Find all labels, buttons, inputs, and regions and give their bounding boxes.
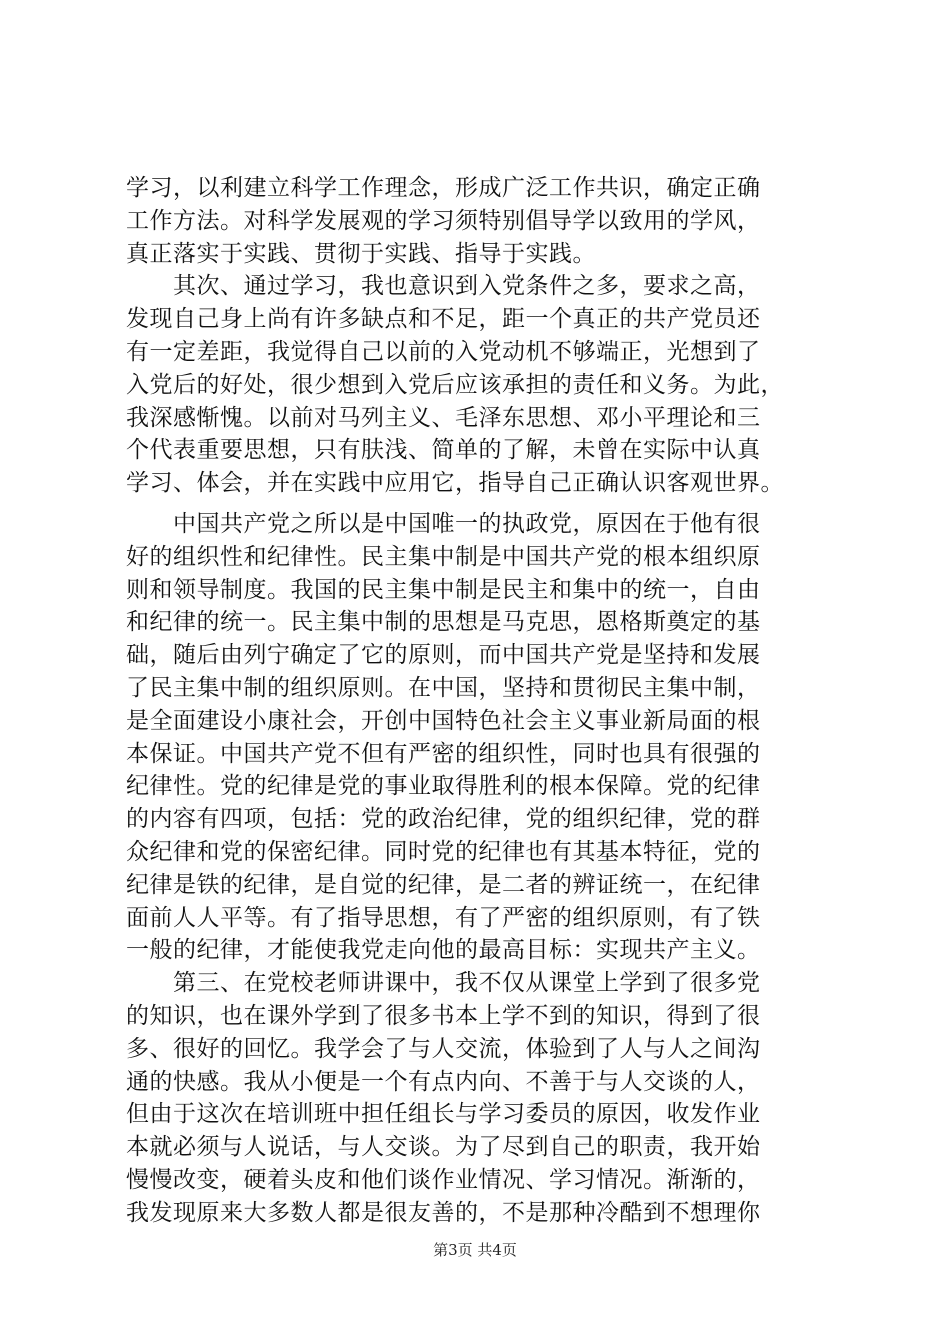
text-line: 一般的纪律，才能使我党走向他的最高目标：实现共产主义。: [126, 937, 761, 964]
text-line: 多、很好的回忆。我学会了与人交流，体验到了人与人之间沟: [126, 1035, 761, 1062]
text-line: 了民主集中制的组织原则。在中国，坚持和贯彻民主集中制，: [126, 674, 761, 701]
page-number-footer: 第3页 共4页: [433, 1241, 517, 1259]
text-line: 真正落实于实践、贯彻于实践、指导于实践。: [126, 240, 596, 267]
text-line: 发现自己身上尚有许多缺点和不足，距一个真正的共产党员还: [126, 306, 761, 333]
body-text-bottom: [126, 508, 838, 1230]
text-line: 的内容有四项，包括：党的政治纪律，党的组织纪律，党的群: [126, 806, 761, 833]
text-line: 通的快感。我从小便是一个有点内向、不善于与人交谈的人，: [126, 1068, 761, 1095]
text-line: 纪律是铁的纪律，是自觉的纪律，是二者的辨证统一，在纪律: [126, 871, 761, 898]
text-line: 我深感惭愧。以前对马列主义、毛泽东思想、邓小平理论和三: [126, 404, 761, 431]
text-line: 面前人人平等。有了指导思想，有了严密的组织原则，有了铁: [126, 904, 761, 931]
text-line: 其次、通过学习，我也意识到入党条件之多，要求之高，: [126, 273, 761, 300]
text-line: 众纪律和党的保密纪律。同时党的纪律也有其基本特征，党的: [126, 838, 761, 865]
text-line: 本保证。中国共产党不但有严密的组织性，同时也具有很强的: [126, 740, 761, 767]
text-line: 但由于这次在培训班中担任组长与学习委员的原因，收发作业: [126, 1101, 761, 1128]
text-line: 则和领导制度。我国的民主集中制是民主和集中的统一，自由: [126, 576, 761, 603]
text-line: 学习、体会，并在实践中应用它，指导自己正确认识客观世界。: [126, 470, 784, 497]
text-line: 有一定差距，我觉得自己以前的入党动机不够端正，光想到了: [126, 338, 761, 365]
text-line: 第三、在党校老师讲课中，我不仅从课堂上学到了很多党: [126, 970, 761, 997]
text-line: 学习，以利建立科学工作理念，形成广泛工作共识，确定正确: [126, 175, 761, 201]
text-line: 个代表重要思想，只有肤浅、简单的了解，未曾在实际中认真: [126, 437, 761, 464]
text-line: 是全面建设小康社会，开创中国特色社会主义事业新局面的根: [126, 707, 761, 734]
text-line: 工作方法。对科学发展观的学习须特别倡导学以致用的学风，: [126, 207, 761, 234]
text-line: 的知识，也在课外学到了很多书本上学不到的知识，得到了很: [126, 1002, 761, 1029]
text-line: 纪律性。党的纪律是党的事业取得胜利的根本保障。党的纪律: [126, 773, 761, 800]
text-line: 我发现原来大多数人都是很友善的，不是那种冷酷到不想理你: [126, 1199, 761, 1226]
text-line: 础，随后由列宁确定了它的原则，而中国共产党是坚持和发展: [126, 642, 761, 669]
text-line: 入党后的好处，很少想到入党后应该承担的责任和义务。为此，: [126, 371, 784, 398]
body-text-top: [126, 172, 838, 500]
text-line: 本就必须与人说话，与人交谈。为了尽到自己的职责，我开始: [126, 1134, 761, 1161]
text-line: 和纪律的统一。民主集中制的思想是马克思，恩格斯奠定的基: [126, 609, 761, 636]
text-line: 中国共产党之所以是中国唯一的执政党，原因在于他有很: [126, 511, 761, 537]
text-line: 慢慢改变，硬着头皮和他们谈作业情况、学习情况。渐渐的，: [126, 1166, 761, 1193]
text-line: 好的组织性和纪律性。民主集中制是中国共产党的根本组织原: [126, 543, 761, 570]
